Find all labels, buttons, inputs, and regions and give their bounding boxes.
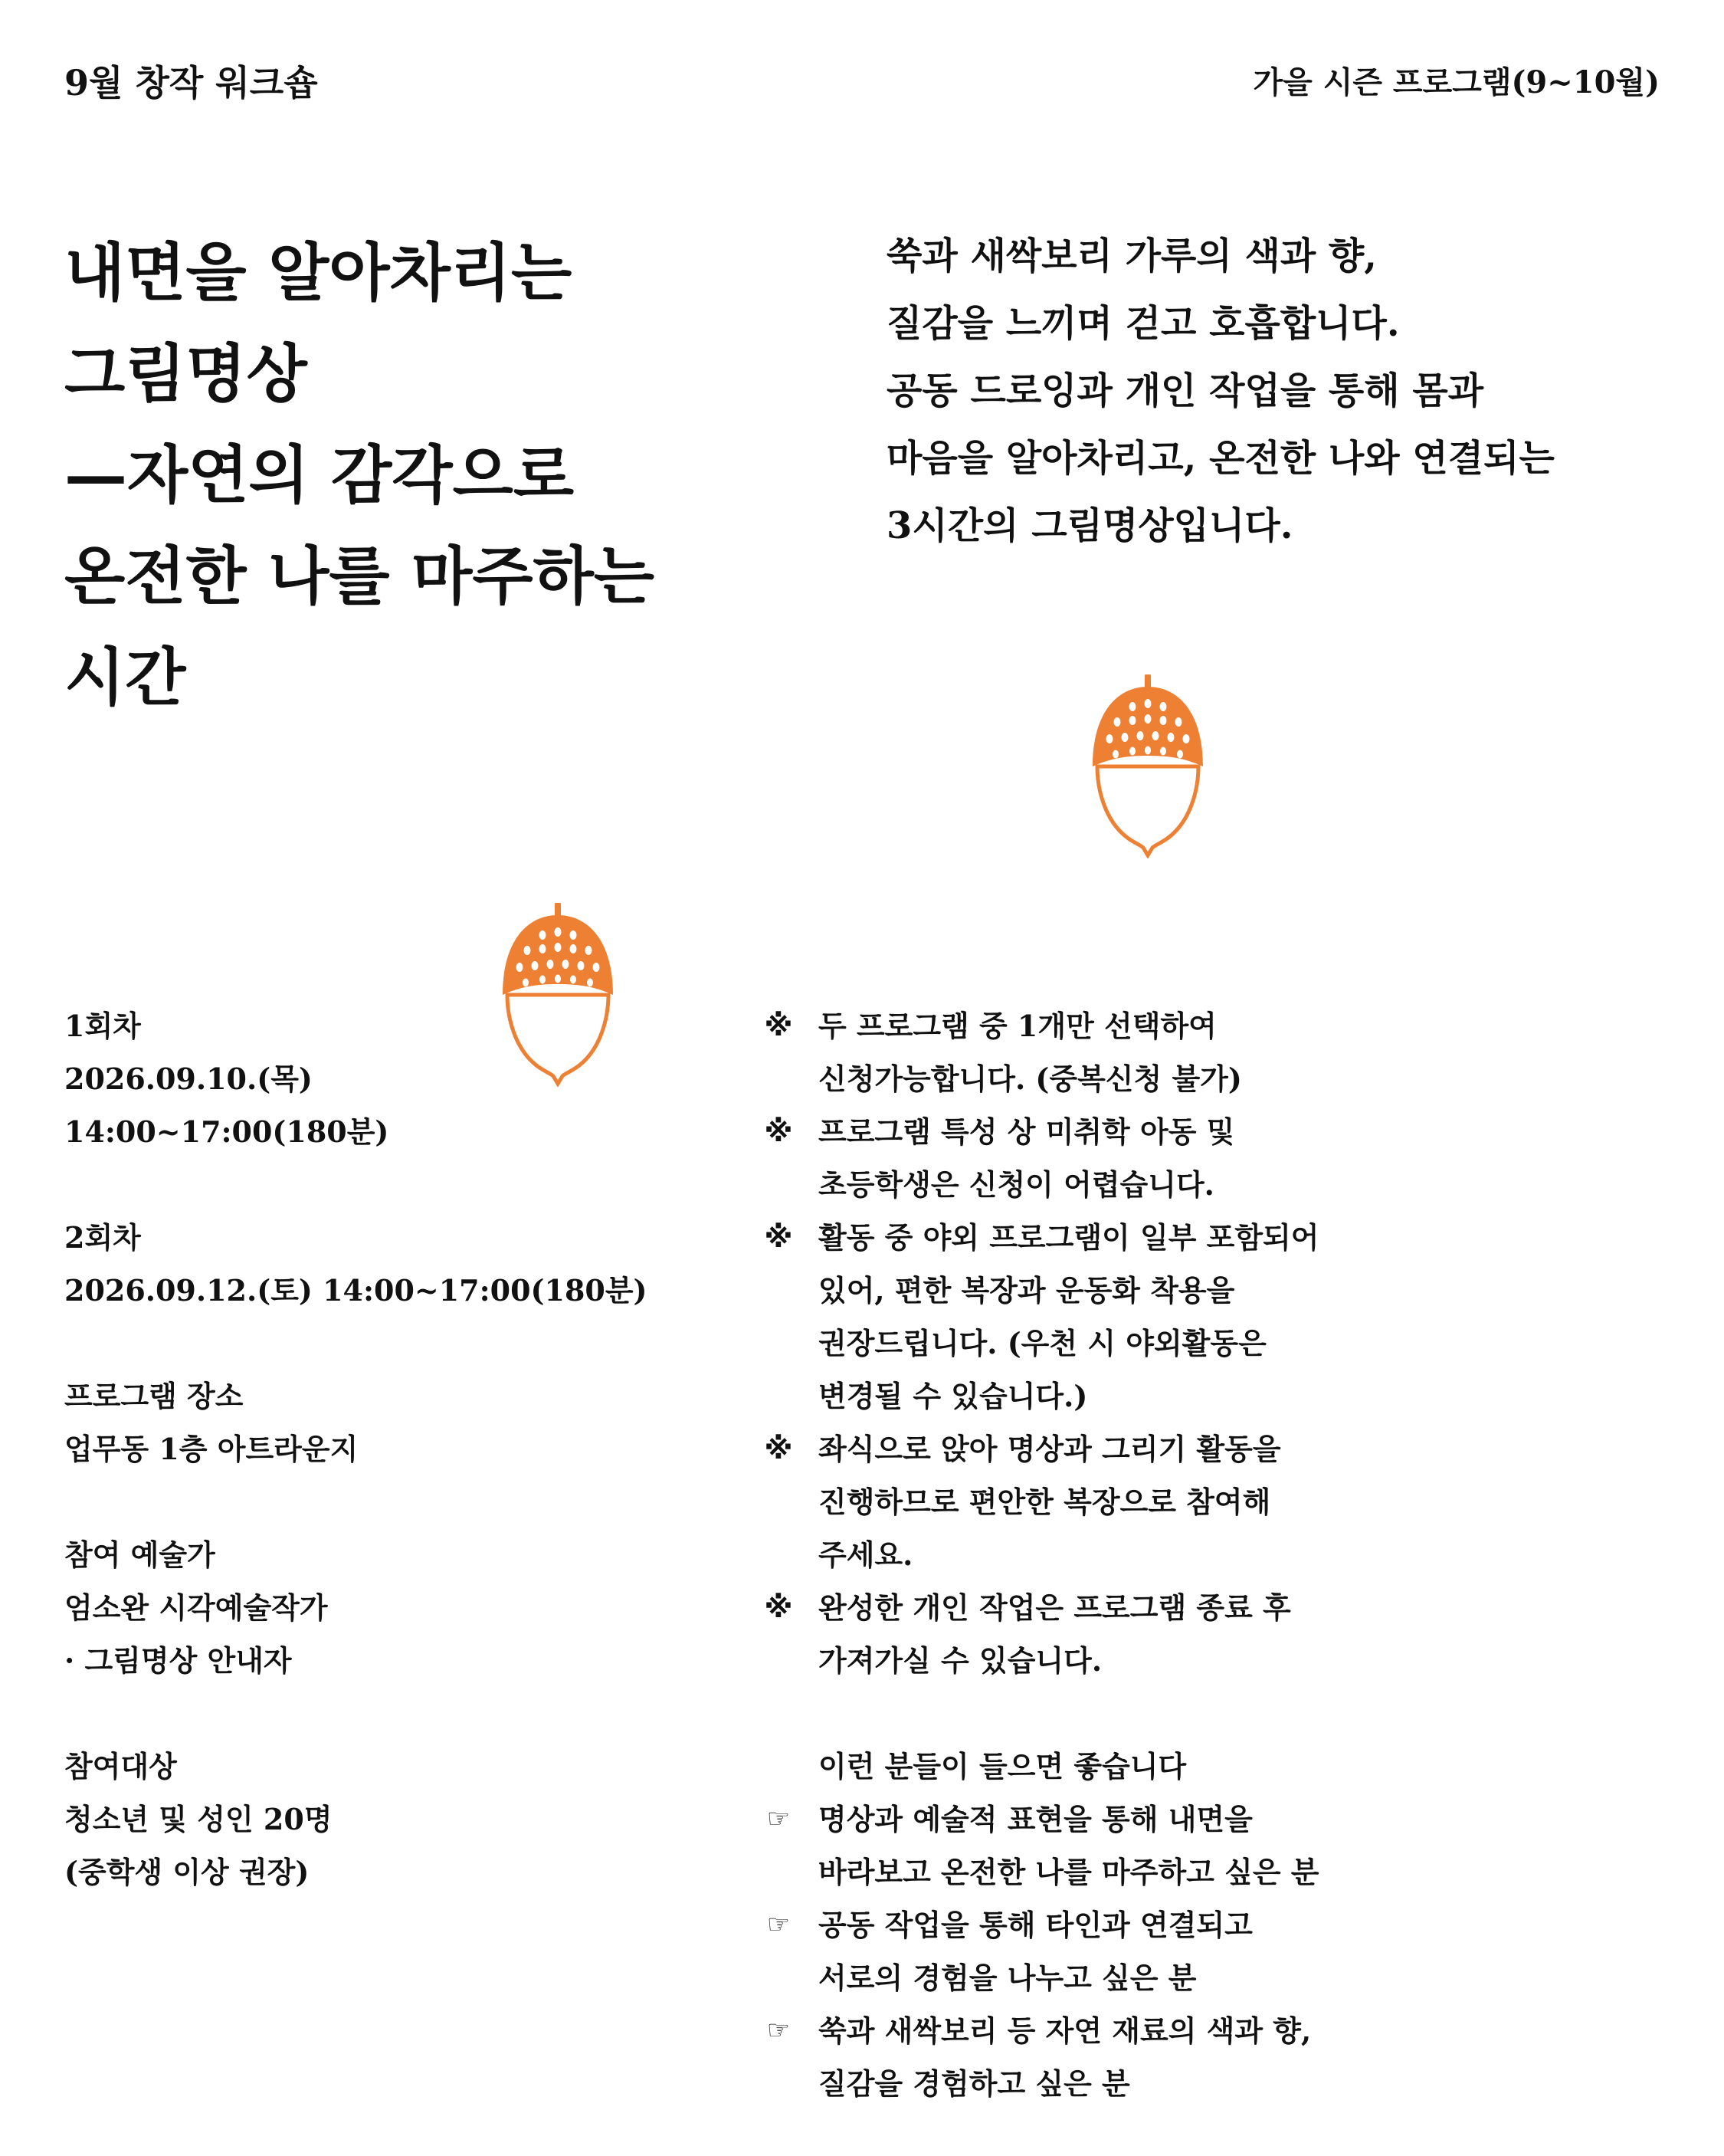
note-line: 좌식으로 앉아 명상과 그리기 활동을: [818, 1432, 1281, 1466]
session1-time: 14:00~17:00(180분): [64, 1114, 389, 1149]
artist-role: · 그림명상 안내자: [64, 1643, 292, 1678]
note-line: 있어, 편한 복장과 운동화 착용을: [818, 1273, 1235, 1308]
note-line: 초등학생은 신청이 어렵습니다.: [818, 1167, 1214, 1202]
note-item: [739, 1211, 1696, 1423]
note-line: 주세요.: [818, 1537, 913, 1572]
audience-value: 청소년 및 성인 20명: [64, 1802, 333, 1836]
title-line: 내면을 알아차리는: [64, 236, 572, 310]
recommend-line: 공동 작업을 통해 타인과 연결되고: [818, 1908, 1253, 1942]
note-line: 두 프로그램 중 1개만 선택하여: [818, 1009, 1217, 1043]
title-line: 그림명상: [64, 337, 307, 411]
header-season-label: 가을 시즌 프로그램(9~10월): [1253, 64, 1660, 100]
note-line: 신청가능합니다. (중복신청 불가): [818, 1062, 1242, 1096]
recommend-item: [739, 2004, 1696, 2110]
pointing-hand-icon: ☞: [766, 2015, 791, 2046]
title-line: 온전한 나를 마주하는: [64, 540, 655, 613]
note-line: 진행하므로 편안한 복장으로 참여해: [818, 1485, 1271, 1519]
session1-label: 1회차: [64, 1009, 141, 1043]
note-line: 완성한 개인 작업은 프로그램 종료 후: [818, 1590, 1291, 1625]
note-item: [739, 999, 1696, 1105]
recommend-item: [739, 1898, 1696, 2004]
venue-value: 업무동 1층 아트라운지: [64, 1432, 359, 1466]
venue-label: 프로그램 장소: [64, 1379, 244, 1413]
title-line: 시간: [64, 641, 186, 714]
spacer: [64, 1158, 754, 1211]
spacer: [64, 1317, 754, 1370]
program-info: [64, 999, 754, 1898]
spacer: [739, 1687, 1696, 1740]
page-title: [64, 222, 800, 728]
intro-line: 마음을 알아차리고, 온전한 나와 연결되는: [887, 437, 1555, 480]
intro-line: 쑥과 새싹보리 가루의 색과 향,: [887, 235, 1377, 277]
recommend-line: 서로의 경험을 나누고 싶은 분: [818, 1961, 1197, 1995]
notes-list: [739, 999, 1696, 2110]
intro-line: 질감을 느끼며 걷고 호흡합니다.: [887, 302, 1400, 345]
reference-mark-icon: ※: [764, 1009, 793, 1042]
spacer: [64, 1687, 754, 1740]
recommend-line: 명상과 예술적 표현을 통해 내면을: [818, 1802, 1253, 1836]
session1-date: 2026.09.10.(목): [64, 1062, 313, 1096]
intro-line: 3시간의 그림명상입니다.: [887, 504, 1293, 547]
note-item: [739, 1423, 1696, 1581]
note-line: 프로그램 특성 상 미취학 아동 및: [818, 1114, 1235, 1149]
recommend-heading: 이런 분들이 들으면 좋습니다: [818, 1749, 1187, 1784]
recommend-line: 질감을 경험하고 싶은 분: [818, 2066, 1130, 2101]
audience-note: (중학생 이상 권장): [64, 1855, 310, 1889]
session2-datetime: 2026.09.12.(토) 14:00~17:00(180분): [64, 1273, 647, 1308]
title-line: —자연의 감각으로: [64, 438, 575, 512]
recommend-item: [739, 1793, 1696, 1898]
recommend-line: 쑥과 새싹보리 등 자연 재료의 색과 향,: [818, 2013, 1312, 2048]
note-item: [739, 1581, 1696, 1687]
note-line: 활동 중 야외 프로그램이 일부 포함되어: [818, 1220, 1319, 1255]
note-item: [739, 1105, 1696, 1211]
artist-label: 참여 예술가: [64, 1537, 215, 1572]
spacer: [64, 1475, 754, 1528]
recommend-heading-row: [739, 1740, 1696, 1793]
reference-mark-icon: ※: [764, 1590, 793, 1624]
acorn-icon: [1087, 674, 1209, 858]
note-line: 권장드립니다. (우천 시 야외활동은: [818, 1326, 1267, 1360]
recommend-line: 바라보고 온전한 나를 마주하고 싶은 분: [818, 1855, 1319, 1889]
intro-paragraph: [887, 222, 1683, 560]
header-program-label: 9월 창작 워크숍: [64, 62, 318, 103]
audience-label: 참여대상: [64, 1749, 177, 1784]
artist-name: 엄소완 시각예술작가: [64, 1590, 328, 1625]
intro-line: 공동 드로잉과 개인 작업을 통해 몸과: [887, 369, 1484, 412]
reference-mark-icon: ※: [764, 1220, 793, 1254]
note-line: 가져가실 수 있습니다.: [818, 1643, 1103, 1678]
session2-label: 2회차: [64, 1220, 141, 1255]
note-line: 변경될 수 있습니다.): [818, 1379, 1088, 1413]
pointing-hand-icon: ☞: [766, 1803, 791, 1834]
reference-mark-icon: ※: [764, 1432, 793, 1465]
pointing-hand-icon: ☞: [766, 1909, 791, 1940]
reference-mark-icon: ※: [764, 1114, 793, 1148]
